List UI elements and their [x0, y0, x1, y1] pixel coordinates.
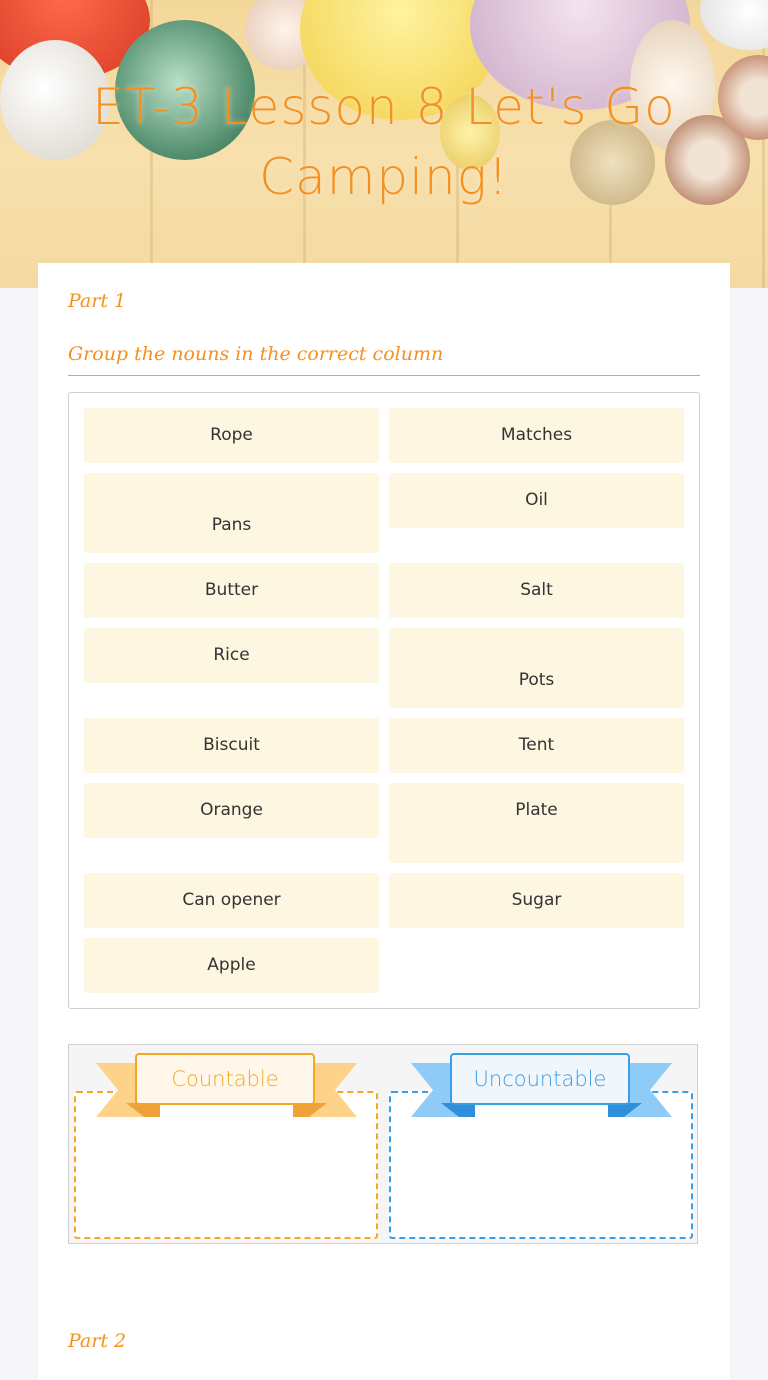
word-bank: [68, 392, 700, 1009]
word-chip-plate[interactable]: Plate: [389, 783, 684, 863]
category-drop-area: [68, 1044, 698, 1244]
word-chip-rice[interactable]: Rice: [84, 628, 379, 683]
word-chip-matches[interactable]: Matches: [389, 408, 684, 463]
word-chip-butter[interactable]: Butter: [84, 563, 379, 618]
page-title: ET-3 Lesson 8 Let's Go Camping!: [92, 78, 676, 206]
uncountable-label-text: Uncountable: [473, 1067, 607, 1091]
part-2-label: Part 2: [68, 1330, 127, 1352]
part-1-label: Part 1: [68, 290, 127, 312]
word-chip-tent[interactable]: Tent: [389, 718, 684, 773]
countable-category-label: [135, 1053, 315, 1105]
instruction-text: Group the nouns in the correct column: [68, 343, 700, 376]
word-chip-pots[interactable]: Pots: [389, 628, 684, 708]
word-chip-sugar[interactable]: Sugar: [389, 873, 684, 928]
header-banner: [0, 0, 768, 288]
word-chip-apple[interactable]: Apple: [84, 938, 379, 993]
worksheet-card: [38, 263, 730, 1380]
word-chip-can-opener[interactable]: Can opener: [84, 873, 379, 928]
word-chip-biscuit[interactable]: Biscuit: [84, 718, 379, 773]
word-chip-orange[interactable]: Orange: [84, 783, 379, 838]
word-chip-rope[interactable]: Rope: [84, 408, 379, 463]
word-chip-pans[interactable]: Pans: [84, 473, 379, 553]
word-chip-oil[interactable]: Oil: [389, 473, 684, 528]
countable-label-text: Countable: [171, 1067, 279, 1091]
white-shell-topright-image: [700, 0, 768, 50]
uncountable-category-label: [450, 1053, 630, 1105]
word-chip-salt[interactable]: Salt: [389, 563, 684, 618]
